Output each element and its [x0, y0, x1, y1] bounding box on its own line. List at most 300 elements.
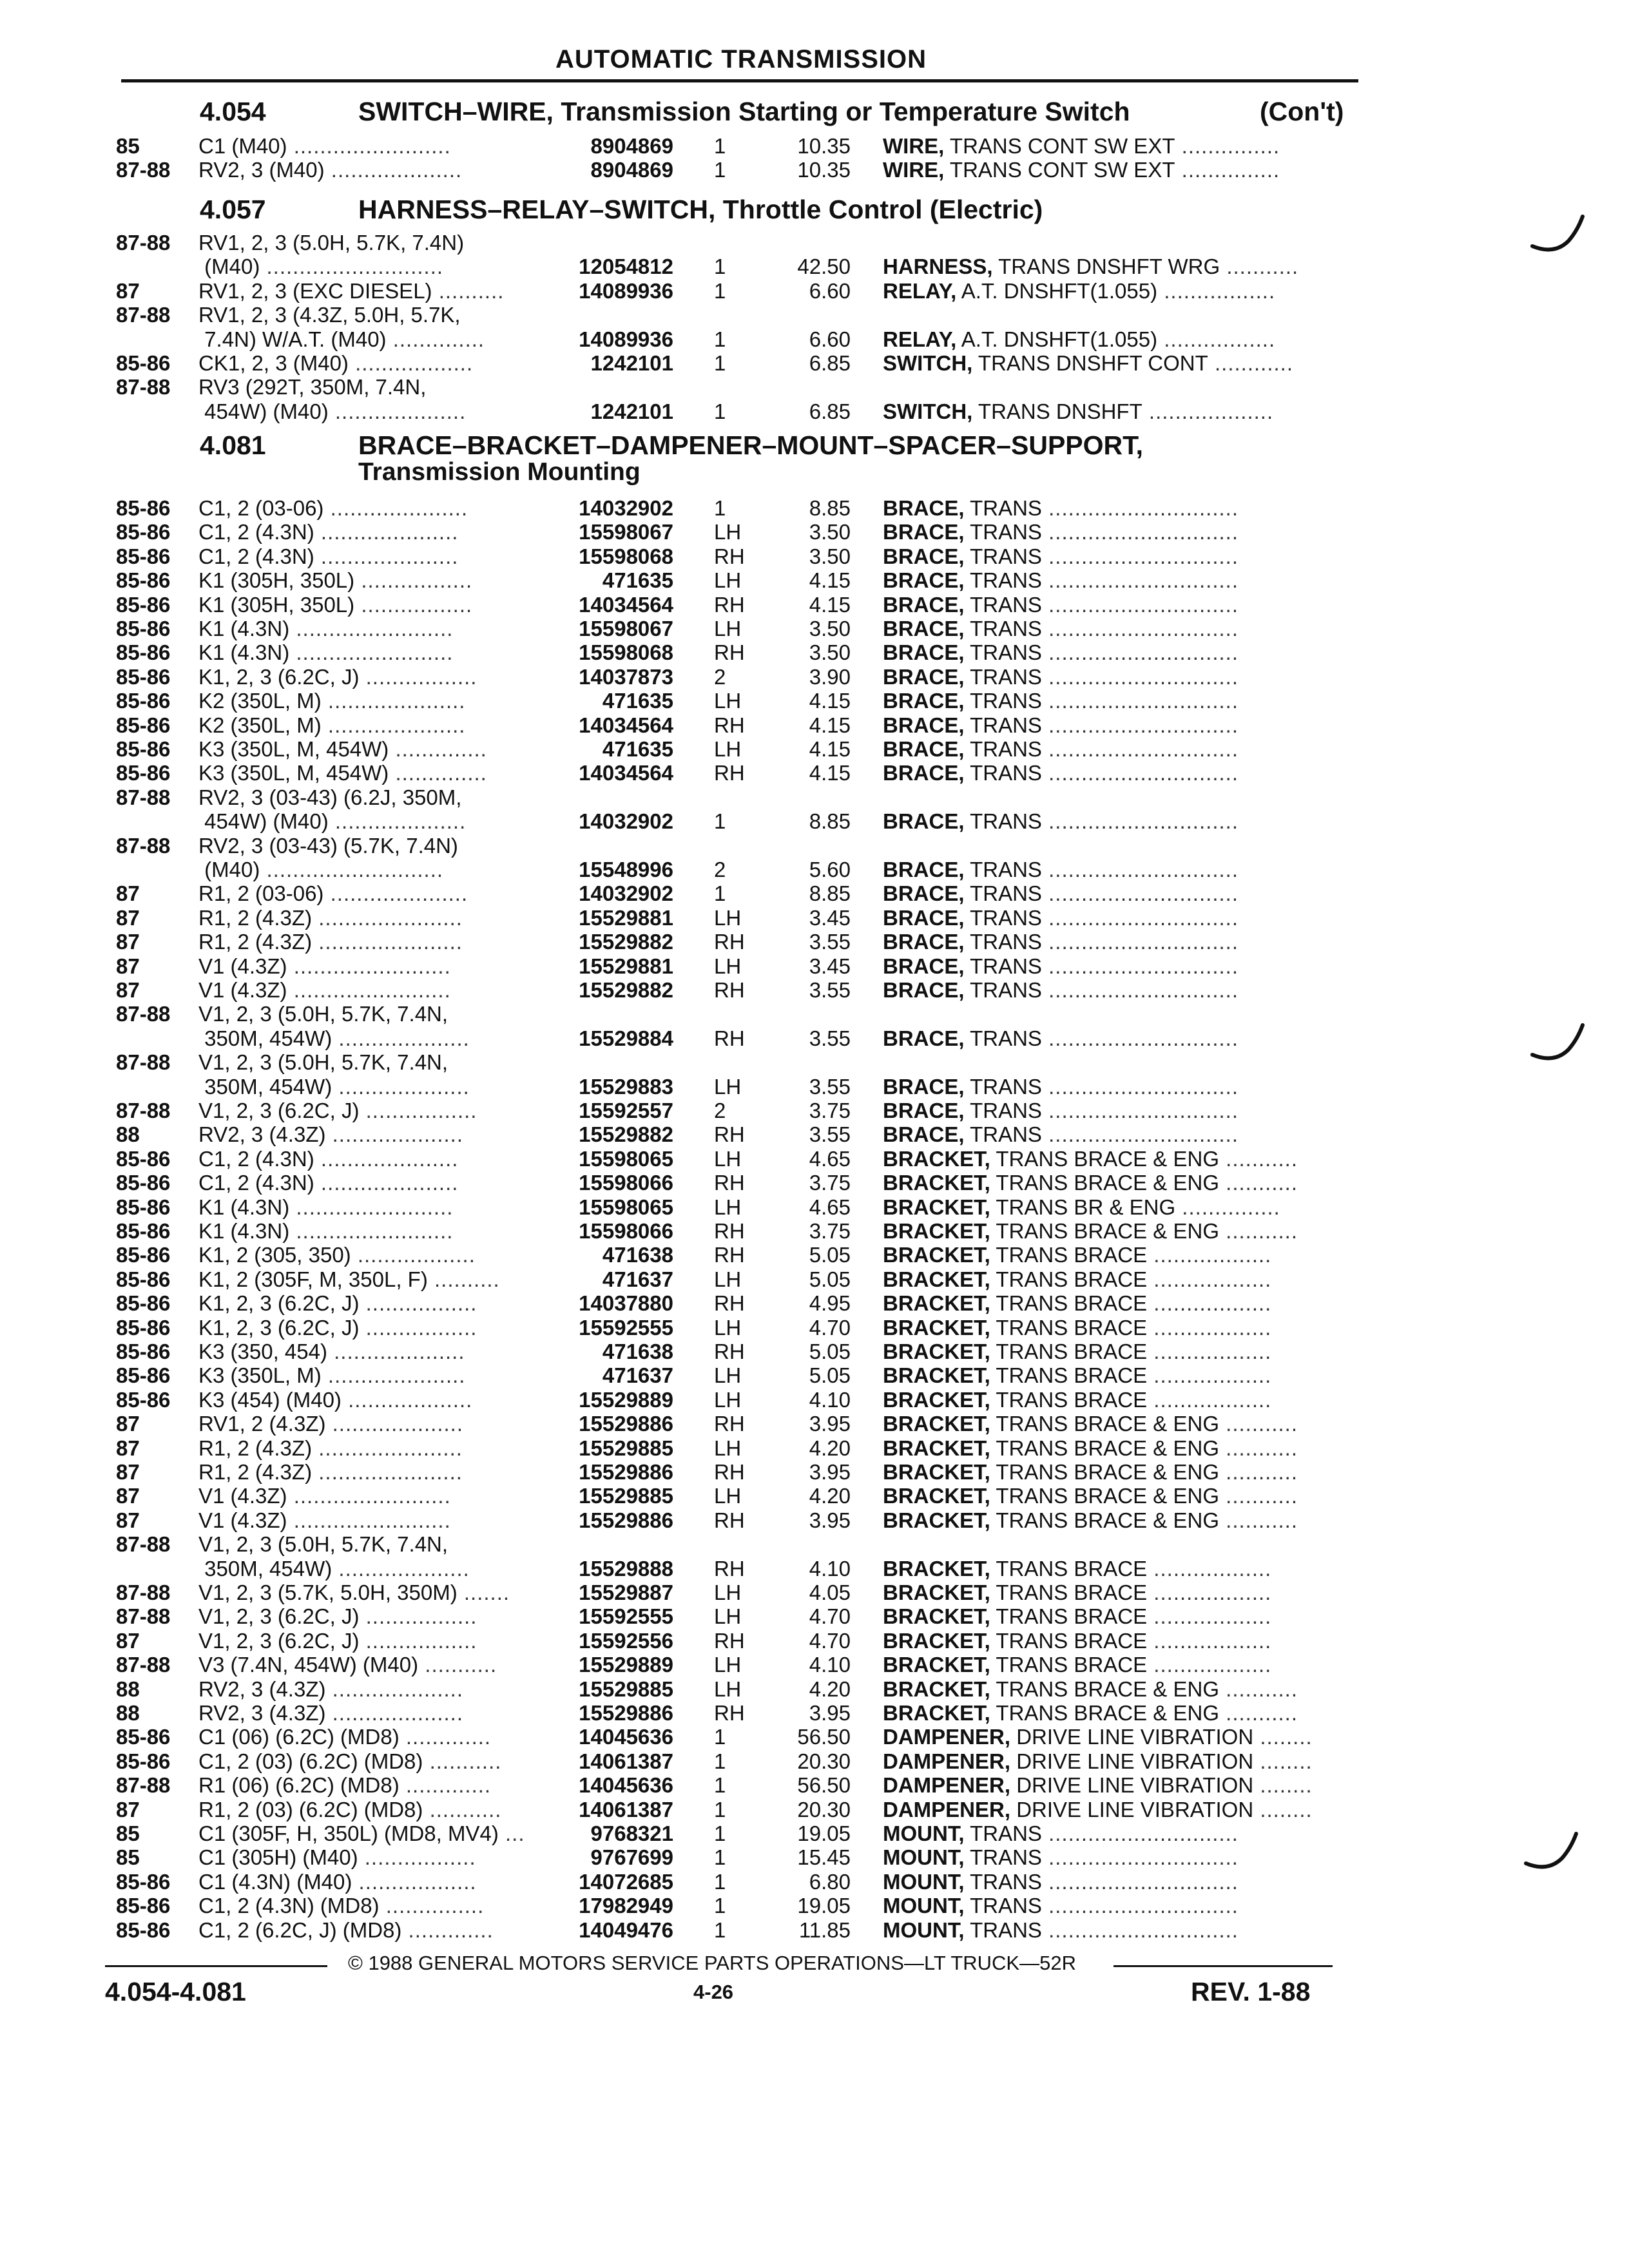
model-application	[198, 1845, 476, 1869]
quantity: 1	[714, 1894, 726, 1918]
model-year: 87	[116, 1460, 140, 1484]
model-year: 85-86	[116, 1146, 171, 1171]
dot-leader: .............................	[1041, 1821, 1239, 1845]
model-application	[198, 1508, 451, 1532]
description-text: TRANS	[970, 858, 1042, 881]
model-year: 85-86	[116, 1917, 171, 1942]
model-text: 454W) (M40)	[198, 809, 329, 834]
description-noun: BRACE,	[883, 930, 965, 954]
section-heading	[0, 195, 1629, 224]
part-description	[883, 1147, 1298, 1171]
table-row	[0, 1436, 1629, 1460]
model-year: 85-86	[116, 351, 171, 375]
part-description	[883, 1267, 1271, 1291]
price: 6.60	[809, 278, 851, 303]
description-text: TRANS	[970, 689, 1042, 713]
model-text: RV2, 3 (4.3Z)	[198, 1677, 326, 1701]
model-year: 87	[116, 881, 140, 906]
model-text: K2 (350L, M)	[198, 713, 322, 737]
model-application	[198, 1171, 458, 1195]
description-noun: BRACE,	[883, 617, 965, 640]
description-noun: BRACE,	[883, 713, 965, 737]
quantity: RH	[714, 544, 745, 568]
model-year: 87	[116, 1412, 140, 1436]
model-text: V1, 2, 3 (6.2C, J)	[198, 1628, 360, 1653]
description-text: A.T. DNSHFT(1.055)	[961, 327, 1158, 351]
part-description	[883, 399, 1273, 423]
part-number: 15529882	[579, 1122, 673, 1147]
description-text: TRANS	[970, 930, 1042, 954]
dot-leader: ..............	[389, 737, 487, 761]
model-year: 85-86	[116, 568, 171, 593]
description-text: TRANS BRACE	[996, 1604, 1148, 1629]
part-description	[883, 1219, 1298, 1243]
table-row	[0, 978, 1629, 1002]
quantity: 1	[714, 351, 726, 375]
description-text: TRANS	[970, 664, 1042, 689]
dot-leader: .............................	[1041, 640, 1239, 665]
part-description	[883, 1460, 1298, 1484]
model-text: R1, 2 (4.3Z)	[198, 1436, 313, 1460]
model-text: (M40)	[198, 858, 260, 881]
section-number: 4.057	[200, 195, 266, 224]
model-year: 85-86	[116, 1725, 171, 1749]
dot-leader: .............................	[1041, 689, 1239, 713]
model-application	[198, 881, 468, 905]
dot-leader: .....................	[314, 520, 459, 544]
table-row	[0, 255, 1629, 278]
model-text: CK1, 2, 3 (M40)	[198, 351, 349, 375]
part-number: 14045636	[579, 1773, 673, 1798]
part-description	[883, 713, 1239, 737]
part-number: 15529885	[579, 1436, 673, 1460]
model-year: 85-86	[116, 496, 171, 520]
quantity: 1	[714, 255, 726, 279]
model-application	[198, 158, 462, 182]
table-row	[0, 1484, 1629, 1508]
price: 4.65	[809, 1146, 851, 1171]
quantity: 2	[714, 664, 726, 689]
dot-leader: .............	[399, 1773, 492, 1798]
part-description	[883, 1629, 1271, 1653]
price: 3.75	[809, 1171, 851, 1195]
dot-leader: .............................	[1041, 1845, 1239, 1870]
description-text: TRANS	[970, 640, 1042, 665]
model-application	[198, 1267, 500, 1291]
quantity: 1	[714, 809, 726, 834]
model-year: 87	[116, 1436, 140, 1460]
model-application	[198, 954, 451, 978]
quantity: LH	[714, 568, 742, 593]
price: 4.20	[809, 1436, 851, 1460]
model-application	[198, 134, 451, 158]
table-row	[0, 1267, 1629, 1291]
part-number: 15529886	[579, 1701, 673, 1725]
footer-rule-right	[1113, 1965, 1333, 1967]
model-text: V1 (4.3Z)	[198, 954, 287, 978]
part-description	[883, 327, 1275, 351]
model-year: 85-86	[116, 520, 171, 544]
dot-leader: ..............	[386, 327, 485, 351]
part-description	[883, 1845, 1239, 1869]
description-text: TRANS	[970, 1845, 1042, 1870]
model-application	[198, 1460, 463, 1484]
description-noun: BRACKET,	[883, 1146, 990, 1171]
description-noun: BRACE,	[883, 520, 965, 544]
price: 3.50	[809, 544, 851, 568]
model-text: K1, 2, 3 (6.2C, J)	[198, 664, 360, 689]
model-year: 85-86	[116, 664, 171, 689]
part-description	[883, 1099, 1239, 1122]
price: 3.55	[809, 930, 851, 954]
description-noun: BRACE,	[883, 664, 965, 689]
dot-leader: ........................	[287, 134, 451, 158]
description-noun: BRACE,	[883, 689, 965, 713]
dot-leader: ...............	[1175, 134, 1280, 158]
model-year: 87-88	[116, 1604, 171, 1629]
quantity: LH	[714, 520, 742, 544]
table-row	[0, 1821, 1629, 1845]
model-year: 87	[116, 954, 140, 978]
model-year: 87-88	[116, 1773, 171, 1798]
dot-leader: ...........	[1220, 255, 1299, 279]
quantity: LH	[714, 737, 742, 761]
table-row	[0, 399, 1629, 423]
model-text: 454W) (M40)	[198, 399, 329, 423]
dot-leader: ....................	[332, 1556, 470, 1581]
model-text: C1, 2 (03-06)	[198, 496, 324, 520]
model-text: RV2, 3 (4.3Z)	[198, 1701, 326, 1725]
description-text: TRANS BRACE & ENG	[996, 1701, 1219, 1725]
part-number: 14045636	[579, 1725, 673, 1749]
model-text: K1 (4.3N)	[198, 1195, 290, 1219]
table-row	[0, 640, 1629, 664]
description-text: TRANS BRACE	[996, 1556, 1148, 1581]
description-text: TRANS DNSHFT WRG	[998, 255, 1220, 279]
part-description	[883, 954, 1239, 978]
part-number: 15592557	[579, 1099, 673, 1122]
quantity: LH	[714, 1653, 742, 1677]
table-row	[0, 1412, 1629, 1436]
part-description	[883, 1363, 1271, 1387]
section-title: BRACE–BRACKET–DAMPENER–MOUNT–SPACER–SUPPORT,	[358, 430, 1144, 460]
table-row	[0, 1532, 1629, 1556]
model-application	[198, 255, 443, 278]
price: 4.20	[809, 1677, 851, 1701]
description-noun: BRACE,	[883, 858, 965, 881]
dot-leader: ...........................	[260, 255, 444, 279]
model-application	[198, 1532, 448, 1556]
model-application	[198, 1075, 470, 1099]
quantity: 1	[714, 496, 726, 520]
part-number: 15548996	[579, 858, 673, 881]
dot-leader: .............................	[1041, 592, 1239, 617]
description-noun: BRACE,	[883, 496, 965, 520]
description-noun: RELAY,	[883, 327, 957, 351]
quantity: LH	[714, 1267, 742, 1291]
model-year: 85-86	[116, 1363, 171, 1388]
dot-leader: .....................	[314, 544, 459, 568]
dot-leader: .................	[354, 592, 473, 617]
dot-leader: .............................	[1041, 1122, 1239, 1147]
price: 4.65	[809, 1195, 851, 1219]
table-row	[0, 1363, 1629, 1387]
part-description	[883, 1604, 1271, 1628]
price: 15.45	[797, 1845, 851, 1870]
table-row	[0, 1388, 1629, 1412]
table-row	[0, 1581, 1629, 1604]
price: 3.45	[809, 954, 851, 978]
table-row	[0, 954, 1629, 978]
table-row	[0, 1725, 1629, 1749]
dot-leader: .....................	[321, 713, 466, 737]
model-year: 88	[116, 1701, 140, 1725]
part-number: 14049476	[579, 1917, 673, 1942]
table-row	[0, 1604, 1629, 1628]
model-text: C1 (305F, H, 350L) (MD8, MV4)	[198, 1821, 499, 1845]
description-noun: BRACE,	[883, 954, 965, 978]
table-row	[0, 279, 1629, 303]
model-year: 85-86	[116, 1291, 171, 1316]
model-text: RV1, 2, 3 (EXC DIESEL)	[198, 278, 432, 303]
description-noun: BRACKET,	[883, 1628, 990, 1653]
description-text: TRANS	[970, 737, 1042, 761]
description-text: TRANS	[970, 809, 1042, 834]
part-number: 15529889	[579, 1653, 673, 1677]
model-application	[198, 1701, 463, 1725]
description-noun: BRACKET,	[883, 1243, 990, 1267]
table-row	[0, 881, 1629, 905]
model-text: C1 (4.3N) (M40)	[198, 1869, 352, 1894]
description-noun: BRACE,	[883, 881, 965, 906]
dot-leader: ..................	[1147, 1556, 1272, 1581]
table-row	[0, 568, 1629, 592]
description-noun: BRACKET,	[883, 1556, 990, 1581]
dot-leader: ..................	[1147, 1291, 1272, 1316]
description-noun: SWITCH,	[883, 399, 973, 423]
part-description	[883, 1870, 1239, 1894]
model-application	[198, 689, 465, 713]
part-number: 471635	[602, 568, 673, 593]
description-text: TRANS	[970, 1869, 1042, 1894]
check-mark-icon	[1528, 213, 1586, 258]
part-description	[883, 158, 1280, 182]
part-description	[883, 1243, 1271, 1267]
quantity: 1	[714, 134, 726, 158]
dot-leader: ..................	[1147, 1387, 1272, 1412]
model-application	[198, 351, 473, 375]
table-row	[0, 158, 1629, 182]
dot-leader: ..................	[1147, 1243, 1272, 1267]
description-text: TRANS	[970, 617, 1042, 640]
model-application	[198, 1291, 477, 1315]
part-description	[883, 1677, 1298, 1701]
description-text: TRANS BRACE & ENG	[996, 1146, 1219, 1171]
part-number: 471638	[602, 1243, 673, 1267]
table-row	[0, 231, 1629, 255]
model-year: 85-86	[116, 1195, 171, 1219]
description-noun: BRACE,	[883, 1099, 965, 1122]
section-title: SWITCH–WIRE, Transmission Starting or Temperature Switch	[358, 97, 1130, 126]
model-year: 87	[116, 1797, 140, 1821]
description-noun: RELAY,	[883, 278, 957, 303]
model-text: V1 (4.3Z)	[198, 1508, 287, 1532]
model-text: V1 (4.3Z)	[198, 1484, 287, 1508]
dot-leader: ............	[1208, 351, 1294, 375]
model-year: 85-86	[116, 592, 171, 617]
table-row	[0, 1508, 1629, 1532]
model-year: 85-86	[116, 1340, 171, 1363]
part-number: 15598067	[579, 520, 673, 544]
model-application	[198, 1484, 451, 1508]
dot-leader: .............................	[1041, 809, 1239, 834]
model-application	[198, 1002, 448, 1026]
model-year: 87-88	[116, 833, 171, 858]
quantity: LH	[714, 1604, 742, 1629]
part-description	[883, 1195, 1280, 1219]
price: 4.15	[809, 761, 851, 785]
description-noun: BRACE,	[883, 905, 965, 930]
model-application	[198, 617, 453, 640]
table-row	[0, 906, 1629, 930]
price: 3.55	[809, 1026, 851, 1050]
model-text: RV1, 2, 3 (4.3Z, 5.0H, 5.7K,	[198, 303, 461, 327]
part-description	[883, 1557, 1271, 1581]
dot-leader: .................	[359, 1315, 477, 1340]
table-row	[0, 1026, 1629, 1050]
dot-leader: ...........	[1219, 1412, 1298, 1436]
part-number: 15529881	[579, 954, 673, 978]
model-year: 85-86	[116, 640, 171, 665]
dot-leader: ....................	[328, 399, 467, 423]
quantity: 2	[714, 858, 726, 881]
model-application	[198, 906, 463, 930]
part-description	[883, 544, 1239, 568]
quantity: 1	[714, 1749, 726, 1773]
table-row	[0, 1557, 1629, 1581]
part-description	[883, 1725, 1313, 1749]
dot-leader: .............	[399, 1725, 492, 1749]
model-text: C1, 2 (6.2C, J) (MD8)	[198, 1917, 402, 1942]
part-description	[883, 568, 1239, 592]
table-row	[0, 834, 1629, 858]
price: 19.05	[797, 1894, 851, 1918]
part-number: 15529881	[579, 905, 673, 930]
dot-leader: ....................	[332, 1026, 470, 1050]
description-text: TRANS BRACE	[996, 1653, 1148, 1677]
model-application	[198, 568, 472, 592]
dot-leader: ..................	[351, 1243, 476, 1267]
description-noun: BRACE,	[883, 978, 965, 1002]
description-noun: BRACE,	[883, 1026, 965, 1050]
price: 3.55	[809, 1122, 851, 1147]
part-number: 14034564	[579, 713, 673, 737]
part-number: 14061387	[579, 1797, 673, 1821]
quantity: LH	[714, 689, 742, 713]
price: 3.95	[809, 1412, 851, 1436]
quantity: 1	[714, 1917, 726, 1942]
price: 4.10	[809, 1387, 851, 1412]
description-text: TRANS CONT SW EXT	[949, 134, 1175, 158]
part-number: 15529886	[579, 1412, 673, 1436]
model-year: 85-86	[116, 713, 171, 737]
model-text: C1 (M40)	[198, 134, 287, 158]
table-row	[0, 1171, 1629, 1195]
price: 3.55	[809, 978, 851, 1002]
quantity: LH	[714, 617, 742, 640]
dot-leader: ...........	[1219, 1460, 1298, 1484]
description-noun: MOUNT,	[883, 1845, 965, 1870]
table-row	[0, 1075, 1629, 1099]
description-text: DRIVE LINE VIBRATION	[1016, 1797, 1254, 1821]
part-description	[883, 1316, 1271, 1340]
price: 56.50	[797, 1725, 851, 1749]
description-noun: SWITCH,	[883, 351, 973, 375]
description-text: TRANS BRACE & ENG	[996, 1460, 1219, 1484]
quantity: LH	[714, 1195, 742, 1219]
dot-leader: ......................	[312, 905, 463, 930]
quantity: 1	[714, 399, 726, 423]
part-number: 14032902	[579, 809, 673, 834]
part-number: 471638	[602, 1340, 673, 1363]
description-text: TRANS BRACE & ENG	[996, 1484, 1219, 1508]
quantity: RH	[714, 1026, 745, 1050]
part-description	[883, 978, 1239, 1002]
price: 10.35	[797, 134, 851, 158]
description-noun: BRACE,	[883, 761, 965, 785]
dot-leader: ........	[1253, 1749, 1313, 1773]
part-description	[883, 640, 1239, 664]
model-application	[198, 713, 465, 737]
quantity: RH	[714, 1556, 745, 1581]
part-number: 14034564	[579, 761, 673, 785]
quantity: LH	[714, 1581, 742, 1604]
price: 4.15	[809, 689, 851, 713]
description-text: TRANS BRACE	[996, 1628, 1148, 1653]
price: 3.55	[809, 1074, 851, 1099]
dot-leader: ...........	[1219, 1701, 1298, 1725]
part-description	[883, 1436, 1298, 1460]
price: 3.75	[809, 1219, 851, 1243]
model-application	[198, 1050, 448, 1074]
dot-leader: .............................	[1041, 881, 1239, 906]
model-year: 87-88	[116, 1002, 171, 1026]
quantity: 1	[714, 1797, 726, 1821]
model-application	[198, 978, 451, 1002]
model-application	[198, 1243, 476, 1267]
description-text: TRANS	[970, 1122, 1042, 1147]
dot-leader: .............................	[1041, 954, 1239, 978]
part-description	[883, 134, 1280, 158]
price: 4.15	[809, 592, 851, 617]
dot-leader: ......................	[312, 1460, 463, 1484]
section-subtitle: Transmission Mounting	[358, 458, 641, 486]
dot-leader: ....................	[332, 1074, 470, 1099]
dot-leader: ........	[1253, 1773, 1313, 1798]
dot-leader: ...........	[423, 1749, 502, 1773]
top-rule	[121, 79, 1358, 82]
description-text: TRANS	[970, 1917, 1042, 1942]
model-application	[198, 1604, 477, 1628]
description-text: TRANS BRACE & ENG	[996, 1436, 1219, 1460]
part-description	[883, 881, 1239, 905]
footer-revision: REV. 1-88	[1191, 1977, 1311, 2006]
part-number: 15529882	[579, 930, 673, 954]
quantity: RH	[714, 640, 745, 665]
part-number: 471635	[602, 689, 673, 713]
model-year: 85-86	[116, 1219, 171, 1243]
part-description	[883, 1508, 1298, 1532]
